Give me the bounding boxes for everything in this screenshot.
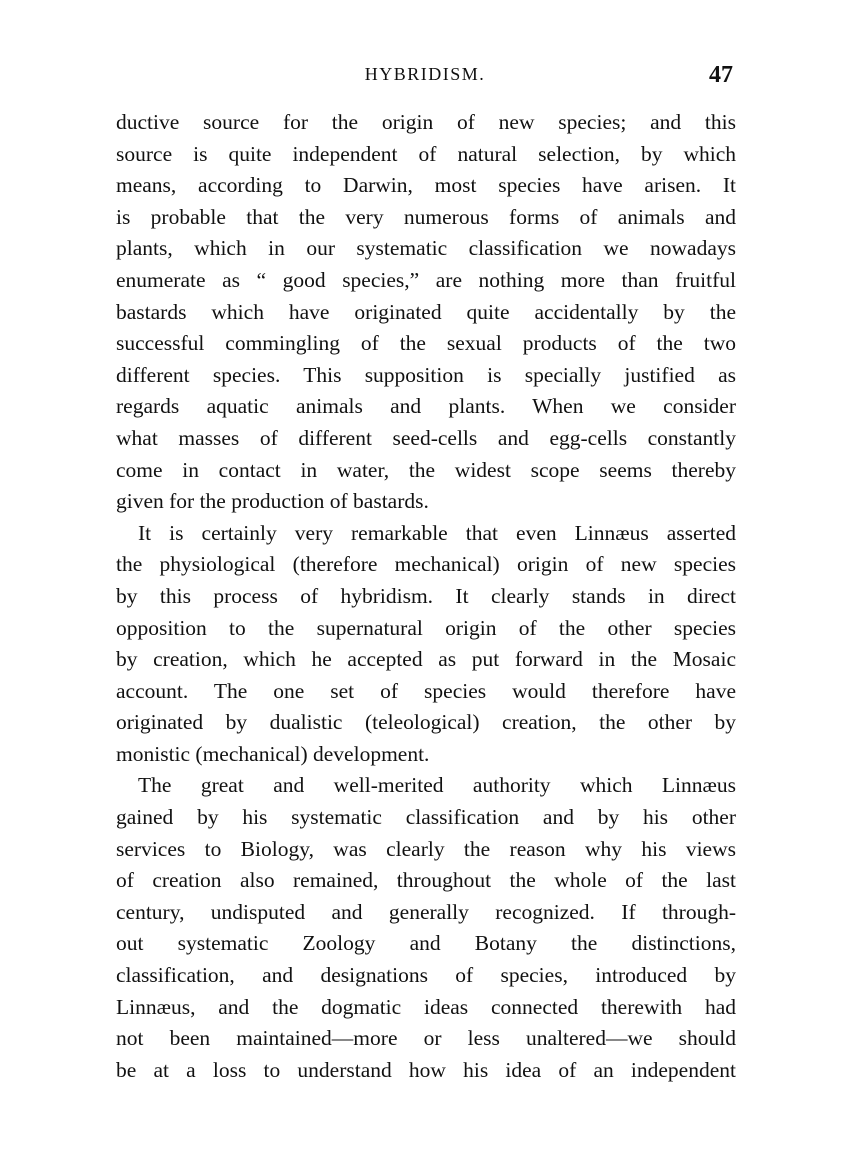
text-line: Linnæus, and the dogmatic ideas connected therewith had xyxy=(116,994,736,1019)
text-line: what masses of different seed-cells and egg-cells constantly xyxy=(116,425,736,450)
text-line: gained by his systematic classification and by his other xyxy=(116,805,736,830)
text-line: ductive source for the origin of new species; and this xyxy=(116,110,736,134)
text-line: bastards which have originated quite accidentally by the xyxy=(116,299,736,324)
text-line: out systematic Zoology and Botany the distinctions, xyxy=(116,931,736,956)
text-line: monistic (mechanical) development. xyxy=(116,741,430,766)
paragraph-3 xyxy=(116,770,736,1086)
text-line: by this process of hybridism. It clearly stands in direct xyxy=(116,583,736,608)
running-head-title: HYBRIDISM. xyxy=(364,64,486,84)
text-line: be at a loss to understand how his idea of an independent xyxy=(116,1057,736,1082)
text-line: century, undisputed and generally recognized. If through- xyxy=(116,899,736,924)
text-line: originated by dualistic (teleological) creation, the other by xyxy=(116,710,736,735)
text-line: source is quite independent of natural selection, by which xyxy=(116,141,736,166)
text-line: regards aquatic animals and plants. When we consider xyxy=(116,394,736,419)
body-text xyxy=(116,107,736,1086)
text-line: opposition to the supernatural origin of the other species xyxy=(116,615,736,640)
text-line: successful commingling of the sexual products of the two xyxy=(116,331,736,356)
text-line: account. The one set of species would therefore have xyxy=(116,678,736,703)
text-line: The great and well-merited authority which Linnæus xyxy=(138,773,736,798)
paragraph-2 xyxy=(116,518,736,771)
text-line: given for the production of bastards. xyxy=(116,489,429,514)
paragraph-1 xyxy=(116,107,736,518)
text-line: plants, which in our systematic classification we nowadays xyxy=(116,236,736,261)
text-line: by creation, which he accepted as put forward in the Mosaic xyxy=(116,647,736,672)
running-head xyxy=(0,62,850,92)
text-line: of creation also remained, throughout the whole of the last xyxy=(116,868,736,893)
page-number: 47 xyxy=(709,62,733,88)
text-line: services to Biology, was clearly the reason why his views xyxy=(116,836,736,861)
text-line: come in contact in water, the widest scope seems thereby xyxy=(116,457,736,482)
text-line: enumerate as “ good species,” are nothing more than fruitful xyxy=(116,267,736,292)
text-line: not been maintained—more or less unaltered—we should xyxy=(116,1026,736,1051)
text-line: the physiological (therefore mechanical) origin of new species xyxy=(116,552,736,577)
text-line: classification, and designations of species, introduced by xyxy=(116,963,736,988)
text-line: It is certainly very remarkable that even Linnæus asserted xyxy=(138,520,736,545)
text-line: is probable that the very numerous forms of animals and xyxy=(116,204,736,229)
text-line: means, according to Darwin, most species have arisen. It xyxy=(116,173,736,198)
text-line: different species. This supposition is specially justified as xyxy=(116,362,736,387)
